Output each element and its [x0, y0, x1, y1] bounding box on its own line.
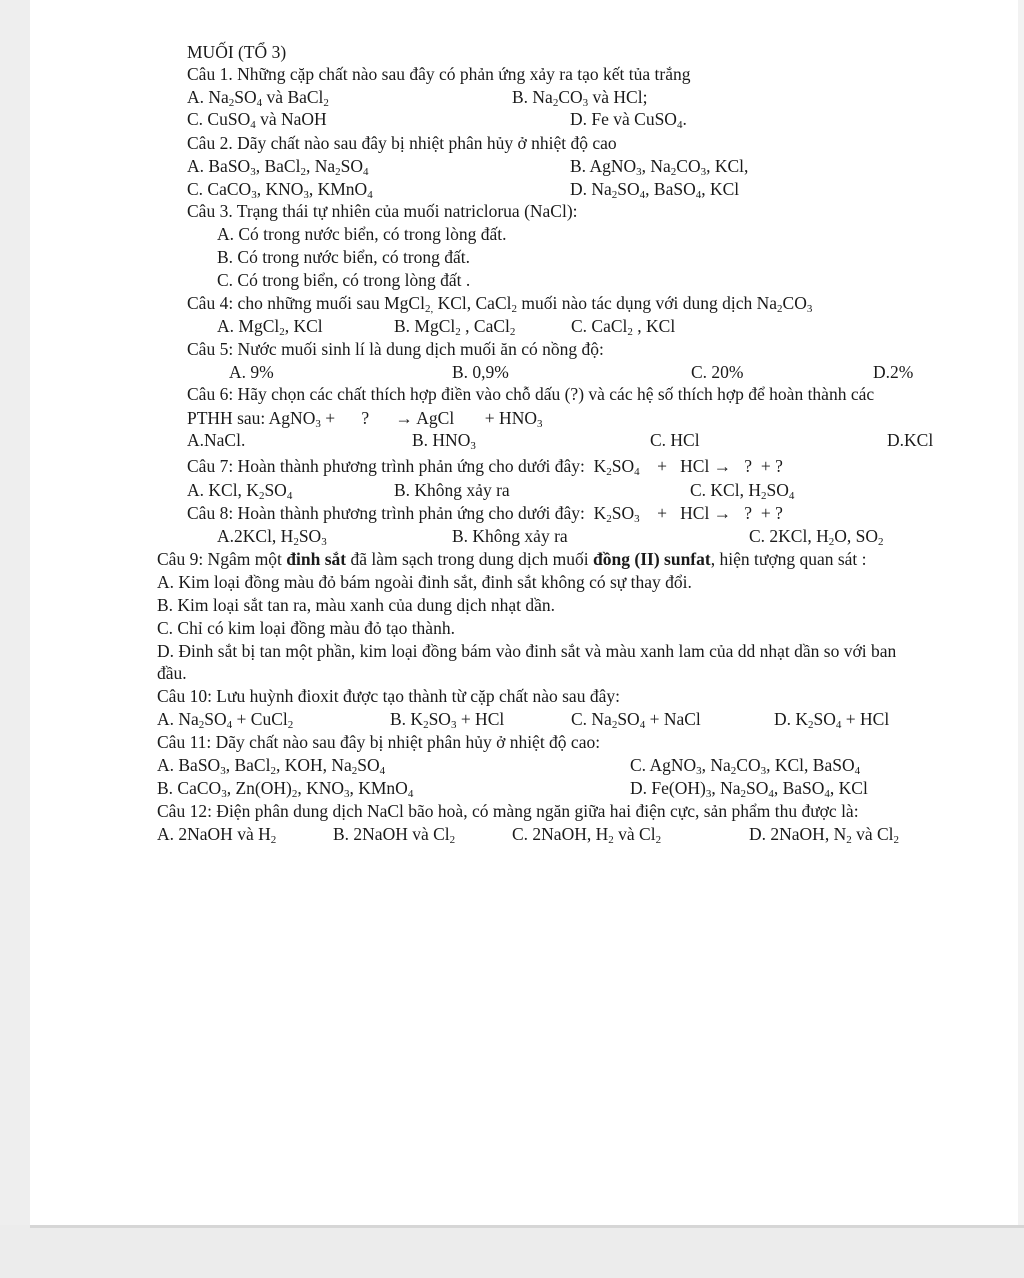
- question-2-option-a: A. BaSO$_3$, BaCl$_2$, $Na_2SO_4$: [187, 156, 369, 178]
- question-3-stem: Câu 3. Trạng thái tự nhiên của muối natriclorua (NaCl):: [187, 201, 578, 221]
- question-7-stem: Câu 7: Hoàn thành phương trình phản ứng cho dưới đây: $K_2SO_4$ + HCl → ? + ?: [187, 456, 783, 478]
- question-1-option-d: D. Fe và CuSO$_4$.: [570, 109, 687, 131]
- question-11-stem: Câu 11: Dãy chất nào sau đây bị nhiệt phân hủy ở nhiệt độ cao:: [157, 732, 601, 752]
- question-11-option-d: D. $Fe(OH)_3$, $Na_2SO_4$, BaSO$_4$, KCl: [630, 778, 868, 800]
- question-8-option-b: B. Không xảy ra: [452, 526, 568, 546]
- question-6-option-c: C. HCl: [650, 430, 700, 450]
- question-3-option-c: C. Có trong biển, có trong lòng đất .: [217, 270, 471, 290]
- question-5-option-a: A. 9%: [229, 362, 274, 382]
- question-11-option-c: C. AgNO$_3$, $Na_2CO_3$, KCl, BaSO$_4$: [630, 755, 861, 777]
- question-1-option-b: B. $Na_2CO_3$ và HCl;: [512, 87, 648, 109]
- question-10-option-a: A. $Na_2SO_4$ + CuCl$_2$: [157, 709, 294, 731]
- question-1-option-c: C. CuSO$_4$ và NaOH: [187, 109, 327, 131]
- question-8-stem: Câu 8: Hoàn thành phương trình phản ứng cho dưới đây: $K_2SO_3$ + HCl → ? + ?: [187, 503, 783, 525]
- question-7-option-b: B. Không xảy ra: [394, 480, 510, 500]
- question-6-option-b: B. $HNO_3$: [412, 430, 476, 452]
- question-1-option-a: A. $Na_2SO_4$ và BaCl$_2$: [187, 87, 329, 109]
- question-3-option-b: B. Có trong nước biển, có trong đất.: [217, 247, 471, 267]
- question-12-option-c: C. 2NaOH, $H_2$ và $Cl_2$: [512, 824, 662, 846]
- question-12-option-b: B. 2NaOH và $Cl_2$: [333, 824, 456, 846]
- question-2-stem: Câu 2. Dãy chất nào sau đây bị nhiệt phân hủy ở nhiệt độ cao: [187, 133, 617, 153]
- question-2-option-c: C. CaCO$_3$, $KNO_3$, KMnO$_4$: [187, 179, 373, 201]
- question-4-option-c: C. CaCl$_2$ , KCl: [571, 316, 676, 338]
- question-8-option-c: C. 2KCl, $H_2O$, $SO_2$: [749, 526, 884, 548]
- question-4-option-b: B. MgCl$_2$ , CaCl$_2$: [394, 316, 516, 338]
- question-9-option-d: D. Đinh sắt bị tan một phần, kim loại đồng bám vào đinh sắt và màu xanh lam của dd nhạt dần so với ban: [157, 641, 897, 661]
- question-2-option-d: D. $Na_2SO_4$, BaSO$_4$, KCl: [570, 179, 740, 201]
- question-6-stem: Câu 6: Hãy chọn các chất thích hợp điền vào chỗ dấu (?) và các hệ số thích hợp để hoàn thành các: [187, 384, 875, 404]
- page-bottom-edge: [30, 1225, 1024, 1228]
- question-6-option-a: A.NaCl.: [187, 430, 246, 450]
- question-10-stem: Câu 10: Lưu huỳnh đioxit được tạo thành từ cặp chất nào sau đây:: [157, 686, 620, 706]
- question-10-option-b: B. $K_2SO_3$ + HCl: [390, 709, 505, 731]
- question-4-stem: Câu 4: cho những muối sau MgCl$_{2,}$ KCl, CaCl$_2$ muối nào tác dụng với dung dịch $Na_2CO_3$: [187, 293, 813, 315]
- question-4-option-a: A. MgCl$_2$, KCl: [217, 316, 323, 338]
- question-2-option-b: B. AgNO$_3$, $Na_2CO_3$, KCl,: [570, 156, 749, 178]
- question-9-option-a: A. Kim loại đồng màu đỏ bám ngoài đinh sắt, đinh sắt không có sự thay đổi.: [157, 572, 692, 592]
- question-9-stem: Câu 9: Ngâm một đinh sắt đã làm sạch trong dung dịch muối đồng (II) sunfat, hiện tượng quan sát :: [157, 549, 867, 569]
- question-8-option-a: A.2KCl, $H_2SO_3$: [217, 526, 327, 548]
- question-9-option-c: C. Chỉ có kim loại đồng màu đỏ tạo thành.: [157, 618, 455, 638]
- question-10-option-c: C. $Na_2SO_4$ + NaCl: [571, 709, 701, 731]
- question-7-option-c: C. KCl, $H_2SO_4$: [690, 480, 795, 502]
- question-5-option-c: C. 20%: [691, 362, 744, 382]
- question-11-option-a: A. BaSO$_3$, BaCl$_2$, KOH, $Na_2SO_4$: [157, 755, 386, 777]
- question-6-equation: PTHH sau: AgNO$_3$ + ? → AgCl + $HNO_3$: [187, 408, 543, 430]
- question-9-option-d-continued: đầu.: [157, 663, 187, 683]
- question-5-stem: Câu 5: Nước muối sinh lí là dung dịch muối ăn có nồng độ:: [187, 339, 604, 359]
- question-1-stem: Câu 1. Những cặp chất nào sau đây có phản ứng xảy ra tạo kết tủa trắng: [187, 64, 691, 84]
- question-12-option-d: D. 2NaOH, $N_2$ và $Cl_2$: [749, 824, 900, 846]
- question-12-stem: Câu 12: Điện phân dung dịch NaCl bão hoà, có màng ngăn giữa hai điện cực, sản phẩm thu được là:: [157, 801, 859, 821]
- question-7-option-a: A. KCl, $K_2SO_4$: [187, 480, 293, 502]
- question-11-option-b: B. CaCO$_3$, $Zn(OH)_2$, $KNO_3$, KMnO$_4$: [157, 778, 414, 800]
- document-title: MUỐI (TỔ 3): [187, 42, 287, 62]
- question-6-option-d: D.KCl: [887, 430, 934, 450]
- question-5-option-d: D.2%: [873, 362, 914, 382]
- question-3-option-a: A. Có trong nước biển, có trong lòng đất.: [217, 224, 507, 244]
- question-9-option-b: B. Kim loại sắt tan ra, màu xanh của dung dịch nhạt dần.: [157, 595, 556, 615]
- question-12-option-a: A. 2NaOH và $H_2$: [157, 824, 277, 846]
- question-10-option-d: D. $K_2SO_4$ + HCl: [774, 709, 890, 731]
- question-5-option-b: B. 0,9%: [452, 362, 509, 382]
